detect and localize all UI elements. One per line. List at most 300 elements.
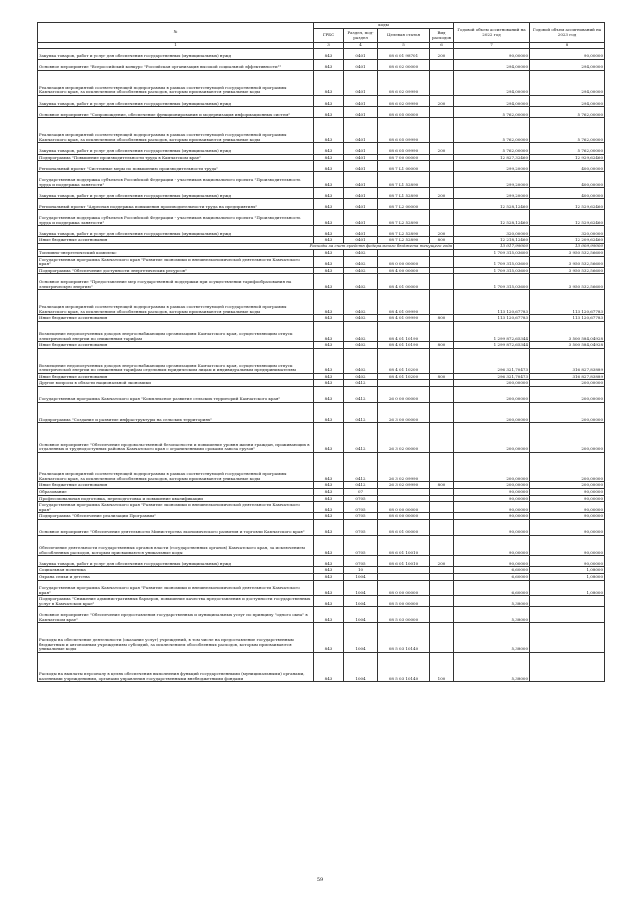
razdel-cell: 0402 bbox=[344, 290, 378, 315]
grbs-cell: 843 bbox=[314, 256, 344, 267]
table-row bbox=[38, 535, 605, 555]
table-row bbox=[38, 573, 605, 580]
sum-2023-cell: 1,08000 bbox=[530, 573, 605, 580]
expense-type-cell: 200 bbox=[430, 95, 454, 106]
header-codes: коды bbox=[314, 23, 454, 29]
sum-2023-cell bbox=[530, 623, 605, 653]
expense-type-cell bbox=[430, 172, 454, 188]
razdel-cell: 0412 bbox=[344, 452, 378, 482]
razdel-cell: 0402 bbox=[344, 321, 378, 341]
table-row bbox=[38, 387, 605, 403]
sum-2023-cell: 113 120,67783 bbox=[530, 290, 605, 315]
table-row bbox=[38, 95, 605, 106]
sum-2022-cell: 90,00000 bbox=[454, 502, 530, 513]
grbs-cell: 843 bbox=[314, 556, 344, 567]
target-article-cell: 08 7 L1 00000 bbox=[378, 161, 430, 172]
sum-2022-cell: 5,38000 bbox=[454, 652, 530, 682]
razdel-cell: 0401 bbox=[344, 161, 378, 172]
sum-2023-cell: 12 929,62460 bbox=[530, 154, 605, 161]
razdel-cell: 0412 bbox=[344, 380, 378, 387]
table-row bbox=[38, 488, 605, 495]
razdel-cell: 0412 bbox=[344, 482, 378, 489]
sum-2022-cell: 296 321,70473 bbox=[454, 373, 530, 380]
expense-type-cell bbox=[430, 502, 454, 513]
expense-type-cell bbox=[430, 607, 454, 623]
item-name-cell: Закупка товаров, работ и услуг для обеспечения государственных (муниципальных) нужд bbox=[38, 48, 314, 59]
item-name-cell: Основное мероприятие "Сопровождение, обеспечение функционирования и модернизация информационных систем" bbox=[38, 107, 314, 118]
grbs-cell: 843 bbox=[314, 315, 344, 322]
expense-type-cell bbox=[430, 380, 454, 387]
table-row bbox=[38, 402, 605, 422]
grbs-cell: 843 bbox=[314, 596, 344, 607]
target-article-cell: 08 6 05 00000 bbox=[378, 107, 430, 118]
sum-2023-cell: 3 950 532,56600 bbox=[530, 274, 605, 290]
grbs-cell: 843 bbox=[314, 172, 344, 188]
header-index-8: 8 bbox=[530, 43, 605, 49]
grbs-cell: 843 bbox=[314, 250, 344, 257]
item-name-cell: Региональный проект "Системные меры по повышению производительности труда" bbox=[38, 161, 314, 172]
table-body bbox=[38, 48, 605, 682]
sum-2022-cell: 5,38000 bbox=[454, 607, 530, 623]
grbs-cell: 843 bbox=[314, 143, 344, 154]
table-row bbox=[38, 652, 605, 682]
table-row bbox=[38, 226, 605, 237]
grbs-cell: 843 bbox=[314, 495, 344, 502]
item-name-cell: Расходы на выплаты персоналу в целях обеспечения выполнения функций государственными (муниципальными) органами, казенными учреждениями, органами управления государственными внебюджетными фондами bbox=[38, 652, 314, 682]
razdel-cell: 1004 bbox=[344, 652, 378, 682]
table-row bbox=[38, 596, 605, 607]
sum-2022-cell: 200,00000 bbox=[454, 387, 530, 403]
razdel-cell: 0402 bbox=[344, 315, 378, 322]
sum-2023-cell: 90,00000 bbox=[530, 502, 605, 513]
sum-2022-cell: 294,00000 bbox=[454, 95, 530, 106]
sum-2023-cell: 1,08000 bbox=[530, 580, 605, 596]
item-name-cell: Реализация мероприятий соответствующей подпрограммы в рамках соответствующей государственной программы Камчатского края, за исключением обособленных расходов, которым присваиваются уникальные коды bbox=[38, 290, 314, 315]
sum-2023-cell: 90,00000 bbox=[530, 495, 605, 502]
razdel-cell: 0401 bbox=[344, 226, 378, 237]
expense-type-cell bbox=[430, 348, 454, 373]
razdel-cell: 0401 bbox=[344, 48, 378, 59]
grbs-cell: 843 bbox=[314, 402, 344, 422]
item-name-cell: Региональный проект "Адресная поддержка повышения производительности труда на предприятиях" bbox=[38, 199, 314, 210]
razdel-cell: 0401 bbox=[344, 70, 378, 95]
sum-2022-cell: 320,00000 bbox=[454, 226, 530, 237]
grbs-cell: 843 bbox=[314, 387, 344, 403]
table-row bbox=[38, 482, 605, 489]
grbs-cell: 843 bbox=[314, 452, 344, 482]
razdel-cell: 0705 bbox=[344, 502, 378, 513]
sum-2023-cell: 90,00000 bbox=[530, 488, 605, 495]
expense-type-cell bbox=[430, 513, 454, 520]
expense-type-cell bbox=[430, 387, 454, 403]
razdel-cell: 1004 bbox=[344, 607, 378, 623]
sum-2023-cell: 316 827,83889 bbox=[530, 348, 605, 373]
razdel-cell: 0402 bbox=[344, 342, 378, 349]
table-row bbox=[38, 199, 605, 210]
grbs-cell: 843 bbox=[314, 274, 344, 290]
grbs-cell: 843 bbox=[314, 321, 344, 341]
sum-2022-cell: 90,00000 bbox=[454, 519, 530, 535]
item-name-cell: Иные бюджетные ассигнования bbox=[38, 342, 314, 349]
expense-type-cell bbox=[430, 59, 454, 70]
table-row bbox=[38, 237, 605, 244]
razdel-cell: 0402 bbox=[344, 256, 378, 267]
target-article-cell: 26 3 00 00000 bbox=[378, 402, 430, 422]
table-row bbox=[38, 59, 605, 70]
grbs-cell: 843 bbox=[314, 623, 344, 653]
sum-2023-cell: 294,00000 bbox=[530, 70, 605, 95]
sum-2022-cell: 90,00000 bbox=[454, 48, 530, 59]
expense-type-cell: 800 bbox=[430, 237, 454, 244]
razdel-cell: 0401 bbox=[344, 188, 378, 199]
grbs-cell: 843 bbox=[314, 48, 344, 59]
razdel-cell: 0705 bbox=[344, 513, 378, 520]
expense-type-cell bbox=[430, 250, 454, 257]
table-row bbox=[38, 118, 605, 143]
target-article-cell: 08 6 02 00000 bbox=[378, 59, 430, 70]
razdel-cell: 0401 bbox=[344, 154, 378, 161]
sum-2023-cell: 400,00000 bbox=[530, 161, 605, 172]
sum-2023-cell: 3 950 532,56600 bbox=[530, 267, 605, 274]
table-row bbox=[38, 161, 605, 172]
item-name-cell: Основное мероприятие "Всероссийский конкурс "Российская организация высокой социальной эффективности"" bbox=[38, 59, 314, 70]
expense-type-cell bbox=[430, 267, 454, 274]
item-name-cell: Иные бюджетные ассигнования bbox=[38, 482, 314, 489]
expense-type-cell bbox=[430, 452, 454, 482]
razdel-cell: 0401 bbox=[344, 59, 378, 70]
table-row bbox=[38, 423, 605, 453]
razdel-cell: 0412 bbox=[344, 402, 378, 422]
sum-2022-cell: 90,00000 bbox=[454, 495, 530, 502]
sum-2023-cell bbox=[530, 652, 605, 682]
table-row bbox=[38, 502, 605, 513]
table-row bbox=[38, 519, 605, 535]
target-article-cell: 08 7 L2 52890 bbox=[378, 237, 430, 244]
sum-2022-cell: 1 299 872,65344 bbox=[454, 321, 530, 341]
target-article-cell: 08 7 L2 52890 bbox=[378, 210, 430, 226]
razdel-cell: 0401 bbox=[344, 210, 378, 226]
header-csr: Целевая статья bbox=[378, 29, 430, 43]
expense-type-cell: 800 bbox=[430, 482, 454, 489]
grbs-cell: 843 bbox=[314, 607, 344, 623]
razdel-cell: 0401 bbox=[344, 95, 378, 106]
sum-2023-cell bbox=[530, 596, 605, 607]
grbs-cell: 843 bbox=[314, 535, 344, 555]
target-article-cell: 08 6 01 98701 bbox=[378, 48, 430, 59]
razdel-cell: 0705 bbox=[344, 495, 378, 502]
sum-2022-cell: 299,20000 bbox=[454, 161, 530, 172]
item-name-cell: Подпрограмма "Обеспечение реализации Программы" bbox=[38, 513, 314, 520]
target-article-cell: 08 6 05 09990 bbox=[378, 143, 430, 154]
sum-2022-cell: 90,00000 bbox=[454, 513, 530, 520]
target-article-cell: 08 7 00 00000 bbox=[378, 154, 430, 161]
grbs-cell: 843 bbox=[314, 210, 344, 226]
item-name-cell: Государственная поддержка субъектов Российской Федерации - участников национального проекта "Производительность труда и поддержка занятости" bbox=[38, 172, 314, 188]
expense-type-cell bbox=[430, 161, 454, 172]
sum-2022-cell: 12 528,12460 bbox=[454, 199, 530, 210]
sum-2023-cell: 200,00000 bbox=[530, 482, 605, 489]
item-name-cell: Образование bbox=[38, 488, 314, 495]
sum-2023-cell: 400,00000 bbox=[530, 172, 605, 188]
sum-2023-cell: 294,00000 bbox=[530, 95, 605, 106]
grbs-cell: 843 bbox=[314, 199, 344, 210]
item-name-cell: Закупка товаров, работ и услуг для обеспечения государственных (муниципальных) нужд bbox=[38, 226, 314, 237]
item-name-cell: Основное мероприятие "Предоставление мер государственной поддержки при осуществлении тарифообразования на электрическую энергию" bbox=[38, 274, 314, 290]
grbs-cell: 843 bbox=[314, 348, 344, 373]
sum-2022-cell: 113 120,67783 bbox=[454, 315, 530, 322]
grbs-cell: 843 bbox=[314, 380, 344, 387]
item-name-cell: Основное мероприятие "Обеспечение продовольственной безопасности и повышение уровня жизни граждан, проживающих в отдаленных и труднодоступных районах Камчатского края с ограниченными сроками завоза грузов" bbox=[38, 423, 314, 453]
target-article-cell bbox=[378, 488, 430, 495]
sum-2023-cell: 200,00000 bbox=[530, 380, 605, 387]
expense-type-cell: 200 bbox=[430, 143, 454, 154]
expense-type-cell bbox=[430, 118, 454, 143]
sum-2023-cell: 90,00000 bbox=[530, 519, 605, 535]
target-article-cell bbox=[378, 380, 430, 387]
sum-2022-cell: 5,38000 bbox=[454, 623, 530, 653]
target-article-cell: 08 6 05 09990 bbox=[378, 118, 430, 143]
sum-2022-cell: 200,00000 bbox=[454, 402, 530, 422]
table-row bbox=[38, 623, 605, 653]
grbs-cell: 843 bbox=[314, 652, 344, 682]
target-article-cell: 26 3 02 09990 bbox=[378, 452, 430, 482]
table-row bbox=[38, 513, 605, 520]
sum-2023-cell: 90,00000 bbox=[530, 513, 605, 520]
table-row bbox=[38, 172, 605, 188]
item-name-cell: Государственная программа Камчатского края "Комплексное развитие сельских территорий Камчатского края" bbox=[38, 387, 314, 403]
grbs-cell: 843 bbox=[314, 482, 344, 489]
table-row bbox=[38, 321, 605, 341]
sum-2022-cell: 12 528,12460 bbox=[454, 210, 530, 226]
sum-2023-cell: 3 950 532,56600 bbox=[530, 256, 605, 267]
sum-2023-cell: 12 209,62460 bbox=[530, 237, 605, 244]
target-article-cell: 08 4 01 10200 bbox=[378, 373, 430, 380]
header-index-3: 3 bbox=[314, 43, 344, 49]
grbs-cell: 843 bbox=[314, 513, 344, 520]
sum-2022-cell: 5 762,00000 bbox=[454, 107, 530, 118]
target-article-cell: 08 4 00 00000 bbox=[378, 267, 430, 274]
budget-table bbox=[37, 22, 605, 682]
sum-2023-cell: 200,00000 bbox=[530, 387, 605, 403]
sum-2022-cell: 200,00000 bbox=[454, 380, 530, 387]
target-article-cell: 08 5 03 10140 bbox=[378, 652, 430, 682]
item-name-cell: Возмещение недополученных доходов энергоснабжающим организациям Камчатского края, осуществляющим отпуск электрической энергии по сниженным тарифам bbox=[38, 321, 314, 341]
target-article-cell: 26 3 02 09990 bbox=[378, 482, 430, 489]
sum-2023-cell: 3 500 584,04928 bbox=[530, 321, 605, 341]
razdel-cell: 0402 bbox=[344, 348, 378, 373]
sum-2023-cell: 400,00000 bbox=[530, 188, 605, 199]
header-index-6: 6 bbox=[430, 43, 454, 49]
expense-type-cell bbox=[430, 290, 454, 315]
sum-2022-cell: 12 218,12460 bbox=[454, 237, 530, 244]
item-name-cell: Закупка товаров, работ и услуг для обеспечения государственных (муниципальных) нужд bbox=[38, 188, 314, 199]
expense-type-cell bbox=[430, 535, 454, 555]
razdel-cell: 1004 bbox=[344, 573, 378, 580]
razdel-cell: 07 bbox=[344, 488, 378, 495]
grbs-cell: 843 bbox=[314, 226, 344, 237]
table-row bbox=[38, 452, 605, 482]
razdel-cell: 0412 bbox=[344, 423, 378, 453]
grbs-cell: 843 bbox=[314, 161, 344, 172]
target-article-cell: 08 7 L1 52890 bbox=[378, 172, 430, 188]
target-article-cell: 08 6 01 00000 bbox=[378, 519, 430, 535]
target-article-cell: 26 3 02 00000 bbox=[378, 423, 430, 453]
sum-2022-cell: 5 762,00000 bbox=[454, 118, 530, 143]
item-name-cell: Возмещение недополученных доходов энергоснабжающим организациям Камчатского края, осуществляющим отпуск электрической энергии по сниженным тарифам отдельным юридическим лицам и индивидуальным предпринимателям bbox=[38, 348, 314, 373]
table-row bbox=[38, 48, 605, 59]
razdel-cell: 0402 bbox=[344, 267, 378, 274]
expense-type-cell bbox=[430, 70, 454, 95]
sum-2022-cell: 6,60000 bbox=[454, 567, 530, 574]
header-index-1: 1 bbox=[38, 43, 314, 49]
target-article-cell: 08 7 L2 00000 bbox=[378, 199, 430, 210]
razdel-cell: 1004 bbox=[344, 580, 378, 596]
grbs-cell: 843 bbox=[314, 342, 344, 349]
sum-2022-cell: 1 709 315,03600 bbox=[454, 274, 530, 290]
table-row bbox=[38, 154, 605, 161]
item-name-cell: Обеспечение деятельности государственных органов власти (государственных органов) Камчатского края, за исключением обособленных расходов, которым присваиваются уникальные коды bbox=[38, 535, 314, 555]
table-row bbox=[38, 348, 605, 373]
sum-2022-cell: 200,00000 bbox=[454, 482, 530, 489]
sum-2023-cell: 200,00000 bbox=[530, 452, 605, 482]
grbs-cell: 843 bbox=[314, 118, 344, 143]
razdel-cell: 0401 bbox=[344, 199, 378, 210]
item-name-cell: Топливно-энергетический комплекс bbox=[38, 250, 314, 257]
target-article-cell: 08 6 02 09990 bbox=[378, 95, 430, 106]
grbs-cell: 843 bbox=[314, 423, 344, 453]
grbs-cell: 843 bbox=[314, 107, 344, 118]
expense-type-cell bbox=[430, 488, 454, 495]
page-number: 59 bbox=[316, 877, 324, 883]
target-article-cell bbox=[378, 573, 430, 580]
header-index-5: 5 bbox=[378, 43, 430, 49]
table-row bbox=[38, 256, 605, 267]
budget-table-sheet bbox=[37, 22, 604, 682]
sum-2022-cell: 5,38000 bbox=[454, 596, 530, 607]
expense-type-cell: 800 bbox=[430, 373, 454, 380]
item-name-cell: Подпрограмма "Обеспечение доступности энергетических ресурсов" bbox=[38, 267, 314, 274]
sum-2022-cell: 113 120,67783 bbox=[454, 290, 530, 315]
target-article-cell: 08 4 01 10190 bbox=[378, 342, 430, 349]
table-row bbox=[38, 607, 605, 623]
target-article-cell: 08 5 03 00000 bbox=[378, 607, 430, 623]
target-article-cell: 08 4 01 10190 bbox=[378, 321, 430, 341]
header-vr: Вид расходов bbox=[430, 29, 454, 43]
target-article-cell: 08 0 00 00000 bbox=[378, 256, 430, 267]
expense-type-cell bbox=[430, 256, 454, 267]
table-row bbox=[38, 210, 605, 226]
table-row bbox=[38, 188, 605, 199]
item-name-cell: Иные бюджетные ассигнования bbox=[38, 315, 314, 322]
grbs-cell: 843 bbox=[314, 95, 344, 106]
grbs-cell: 843 bbox=[314, 580, 344, 596]
header-index-7: 7 bbox=[454, 43, 530, 49]
expense-type-cell: 800 bbox=[430, 342, 454, 349]
sum-2023-cell: 5 762,00000 bbox=[530, 118, 605, 143]
sum-2023-cell: 200,00000 bbox=[530, 402, 605, 422]
table-row bbox=[38, 315, 605, 322]
sum-2023-cell: 200,00000 bbox=[530, 423, 605, 453]
sum-2022-cell: 90,00000 bbox=[454, 488, 530, 495]
sum-2023-cell: 90,00000 bbox=[530, 535, 605, 555]
razdel-cell: 0412 bbox=[344, 387, 378, 403]
item-name-cell: Государственная программа Камчатского края "Развитие экономики и внешнеэкономической деятельности Камчатского края" bbox=[38, 256, 314, 267]
header-razdel: Раздел, под-раздел bbox=[344, 29, 378, 43]
table-row bbox=[38, 380, 605, 387]
sum-2023-cell: 12 529,62460 bbox=[530, 210, 605, 226]
item-name-cell: Профессиональная подготовка, переподготовка и повышение квалификации bbox=[38, 495, 314, 502]
item-name-cell: Закупка товаров, работ и услуг для обеспечения государственных (муниципальных) нужд bbox=[38, 95, 314, 106]
target-article-cell: 08 5 00 00000 bbox=[378, 596, 430, 607]
item-name-cell: Закупка товаров, работ и услуг для обеспечения государственных (муниципальных) нужд bbox=[38, 556, 314, 567]
grbs-cell: 843 bbox=[314, 290, 344, 315]
grbs-cell: 843 bbox=[314, 59, 344, 70]
table-row bbox=[38, 580, 605, 596]
sum-2022-cell: 200,00000 bbox=[454, 452, 530, 482]
expense-type-cell bbox=[430, 623, 454, 653]
expense-type-cell: 200 bbox=[430, 556, 454, 567]
sum-2022-cell: 299,20000 bbox=[454, 188, 530, 199]
razdel-cell: 1004 bbox=[344, 596, 378, 607]
grbs-cell: 843 bbox=[314, 70, 344, 95]
expense-type-cell bbox=[430, 580, 454, 596]
grbs-cell: 843 bbox=[314, 567, 344, 574]
razdel-cell: 0402 bbox=[344, 274, 378, 290]
table-row bbox=[38, 107, 605, 118]
item-name-cell: Реализация мероприятий соответствующей подпрограммы в рамках соответствующей государственной программы Камчатского края, за исключением обособленных расходов, которым присваиваются уникальные коды bbox=[38, 452, 314, 482]
table-row bbox=[38, 143, 605, 154]
header-sum-2023: Годовой объем ассигнований на 2023 год bbox=[530, 23, 605, 43]
target-article-cell bbox=[378, 250, 430, 257]
target-article-cell: 08 7 L1 52890 bbox=[378, 188, 430, 199]
expense-type-cell: 200 bbox=[430, 226, 454, 237]
razdel-cell: 0705 bbox=[344, 535, 378, 555]
razdel-cell: 10 bbox=[344, 567, 378, 574]
grbs-cell: 843 bbox=[314, 154, 344, 161]
table-row bbox=[38, 250, 605, 257]
item-name-cell: Иные бюджетные ассигнования bbox=[38, 373, 314, 380]
item-name-cell: Основное мероприятие "Обеспечение деятельности Министерства экономического развития и торговли Камчатского края" bbox=[38, 519, 314, 535]
expense-type-cell bbox=[430, 567, 454, 574]
sum-2022-cell: 294,00000 bbox=[454, 70, 530, 95]
item-name-cell: Основное мероприятие "Обеспечение предоставления государственных и муниципальных услуг по принципу "одного окна" в Камчатском крае" bbox=[38, 607, 314, 623]
header-number: № bbox=[38, 23, 314, 43]
table-row bbox=[38, 290, 605, 315]
item-name-cell: Другие вопросы в области национальной экономики bbox=[38, 380, 314, 387]
item-name-cell: Подпрограмма "Повышение производительности труда в Камчатском крае" bbox=[38, 154, 314, 161]
sum-2023-cell: 5 762,00000 bbox=[530, 143, 605, 154]
sum-2022-cell: 296 321,70473 bbox=[454, 348, 530, 373]
item-name-cell: Подпрограмма "Снижение административных барьеров, повышение качества предоставления и доступности государственных услуг в Камчатском крае" bbox=[38, 596, 314, 607]
sum-2022-cell: 90,00000 bbox=[454, 556, 530, 567]
table-row bbox=[38, 274, 605, 290]
target-article-cell: 08 4 01 00000 bbox=[378, 274, 430, 290]
sum-2023-cell: 1,08000 bbox=[530, 567, 605, 574]
expense-type-cell bbox=[430, 519, 454, 535]
razdel-cell: 0401 bbox=[344, 107, 378, 118]
target-article-cell: 08 5 03 10140 bbox=[378, 623, 430, 653]
grbs-cell: 843 bbox=[314, 573, 344, 580]
razdel-cell: 0401 bbox=[344, 237, 378, 244]
target-article-cell: 08 6 01 10010 bbox=[378, 535, 430, 555]
target-article-cell: 08 4 01 09990 bbox=[378, 315, 430, 322]
item-name-cell: Охрана семьи и детства bbox=[38, 573, 314, 580]
sum-2023-cell: 294,00000 bbox=[530, 59, 605, 70]
razdel-cell: 0401 bbox=[344, 172, 378, 188]
item-name-cell: Реализация мероприятий соответствующей подпрограммы в рамках соответствующей государственной программы Камчатского края, за исключением обособленных расходов, которым присваиваются уникальные коды bbox=[38, 118, 314, 143]
table-row bbox=[38, 70, 605, 95]
table-row bbox=[38, 373, 605, 380]
